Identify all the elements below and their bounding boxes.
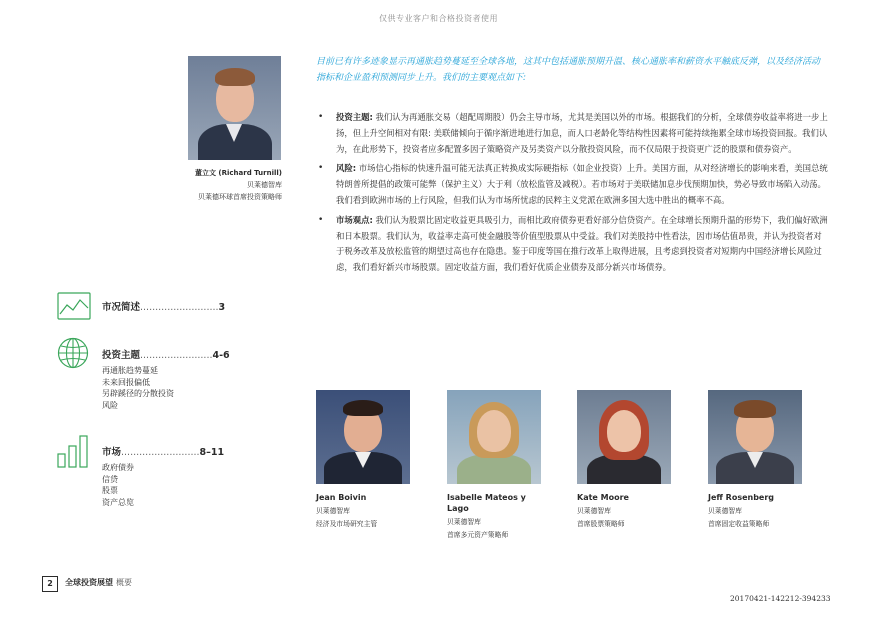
team-photo bbox=[316, 390, 410, 484]
bar-chart-icon bbox=[57, 434, 89, 468]
bullet-label: 市场观点: bbox=[336, 214, 373, 225]
toc-sub: 风险 bbox=[102, 400, 118, 410]
team-member-org: 贝莱德智库 bbox=[316, 507, 350, 515]
main-author-role: 贝莱德环球首席投资策略师 bbox=[198, 193, 282, 201]
main-author-org: 贝莱德智库 bbox=[247, 181, 282, 189]
team-member-caption bbox=[447, 492, 547, 541]
bullet-dot-icon: • bbox=[318, 112, 324, 122]
main-author-name: 董立文 (Richard Turnill) bbox=[194, 169, 282, 177]
author-photo bbox=[188, 56, 281, 160]
team-member-org: 贝莱德智库 bbox=[577, 507, 611, 515]
bullet-text: 我们认为股票比固定收益更具吸引力，而相比政府债券更看好部分信贷资产。在全球增长预期升温的形势下，我们偏好欧洲和日本股票。我们认为，收益率走高可使金融股等价值型股票从中受益。我们对美股持中性看法，因市场估值昂贵，并认为投资者对于税务改革及放松监管的期望过高也存在隐患。鉴于印度等国在推行改革上取得进展，且考虑到投资者对短期内中国经济增长风险过虑，我们看好新兴市场股票。固定收益方面，我们看好优质企业债券及部分新兴市场债券。 bbox=[336, 214, 828, 273]
team-member-caption bbox=[708, 492, 818, 530]
bullet-dot-icon: • bbox=[318, 163, 324, 174]
toc-page: 4-6 bbox=[212, 350, 230, 361]
confidentiality-note: 仅供专业客户和合格投资者使用 bbox=[379, 14, 498, 23]
key-views-list bbox=[318, 110, 830, 280]
team-member-caption bbox=[577, 492, 687, 530]
toc-dots: .......................... bbox=[140, 302, 219, 313]
team-member-name: Isabelle Mateos y Lago bbox=[447, 493, 526, 513]
bullet-investment-theme bbox=[318, 110, 830, 157]
footer-title bbox=[65, 577, 132, 588]
bullet-label: 投资主题: bbox=[336, 112, 373, 122]
toc-sub: 另辟蹊径的分散投资 bbox=[102, 389, 174, 398]
globe-icon bbox=[57, 337, 89, 369]
team-member-name: Jean Boivin bbox=[316, 493, 367, 502]
toc-title: 市场 bbox=[102, 447, 122, 458]
toc-dots: ........................ bbox=[140, 350, 213, 361]
team-member-role: 首席多元资产策略师 bbox=[447, 530, 509, 539]
document-id: 20170421-142212-394233 bbox=[730, 594, 831, 603]
bullet-market-view bbox=[318, 213, 830, 276]
footer-title-text: 全球投资展望 bbox=[65, 578, 113, 587]
toc-page: 3 bbox=[218, 302, 226, 313]
toc-sub: 再通胀趋势蔓延 bbox=[102, 366, 158, 375]
toc-sub: 政府债券 bbox=[102, 463, 134, 472]
mountain-chart-icon bbox=[57, 292, 91, 320]
footer-subtitle: 概要 bbox=[116, 578, 132, 587]
toc-sub: 股票 bbox=[102, 486, 118, 495]
toc-item-investment-themes[interactable] bbox=[102, 347, 272, 411]
page-number: 2 bbox=[42, 576, 58, 592]
team-member-caption bbox=[316, 492, 426, 530]
bullet-text: 市场信心指标的快速升温可能无法真正转换成实际硬指标（如企业投资）上升。美国方面，从对经济增长的影响来看，美国总统特朗普所提倡的政策可能弊（保护主义）大于利（放松监管及减税）。若市场对于美联储加息步伐预期加快，势必导致市场陷入动荡。我们看到欧洲市场的上行风险，但我们认为市场所忧虑的民粹主义党派在欧洲多国大选中胜出的概率不高。 bbox=[336, 163, 828, 205]
toc-title: 投资主题 bbox=[102, 350, 141, 361]
toc-sub: 未来回报偏低 bbox=[102, 377, 150, 387]
team-member-org: 贝莱德智库 bbox=[447, 518, 481, 526]
bullet-dot-icon: • bbox=[318, 214, 324, 225]
intro-paragraph: 目前已有许多迹象显示再通胀趋势蔓延至全球各地，这其中包括通胀预期升温、核心通胀率和薪资水平触底反弹，以及经济活动指标和企业盈利预测同步上升。我们的主要观点如下: bbox=[316, 57, 821, 83]
team-member-org: 贝莱德智库 bbox=[708, 507, 742, 515]
team-photo bbox=[447, 390, 541, 484]
team-photo bbox=[708, 390, 802, 484]
toc-item-market-summary[interactable] bbox=[102, 299, 272, 313]
bullet-label: 风险: bbox=[336, 163, 357, 174]
team-member-name: Kate Moore bbox=[577, 493, 629, 502]
bullet-risk bbox=[318, 161, 830, 208]
team-member-role: 首席固定收益策略师 bbox=[708, 519, 770, 528]
team-member-role: 经济及市场研究主管 bbox=[316, 519, 378, 528]
team-photo bbox=[577, 390, 671, 484]
bullet-text: 我们认为再通胀交易（超配周期股）仍会主导市场，尤其是美国以外的市场。根据我们的分析，全球债券收益率将进一步上扬，但上升空间相对有限: 美联储倾向于循序渐进地进行加息，而人口老龄化等结构性因素将可能持续拖累全球市场投资回报。我们认为，在此形势下，投资者应多配置多因子策略资产及另类资产以分散投资风险，而不仅局限于投资更广泛的股票和债券资产。 bbox=[336, 112, 828, 154]
toc-sub: 信贷 bbox=[102, 474, 118, 484]
team-member-name: Jeff Rosenberg bbox=[708, 493, 775, 502]
toc-page: 8–11 bbox=[199, 447, 225, 458]
toc-sub: 资产总览 bbox=[102, 497, 134, 507]
toc-title: 市况简述 bbox=[102, 302, 141, 313]
team-member-role: 首席股票策略师 bbox=[577, 519, 625, 528]
main-author-caption bbox=[172, 167, 282, 203]
toc-item-markets[interactable] bbox=[102, 444, 272, 508]
toc-dots: .......................... bbox=[121, 447, 200, 458]
